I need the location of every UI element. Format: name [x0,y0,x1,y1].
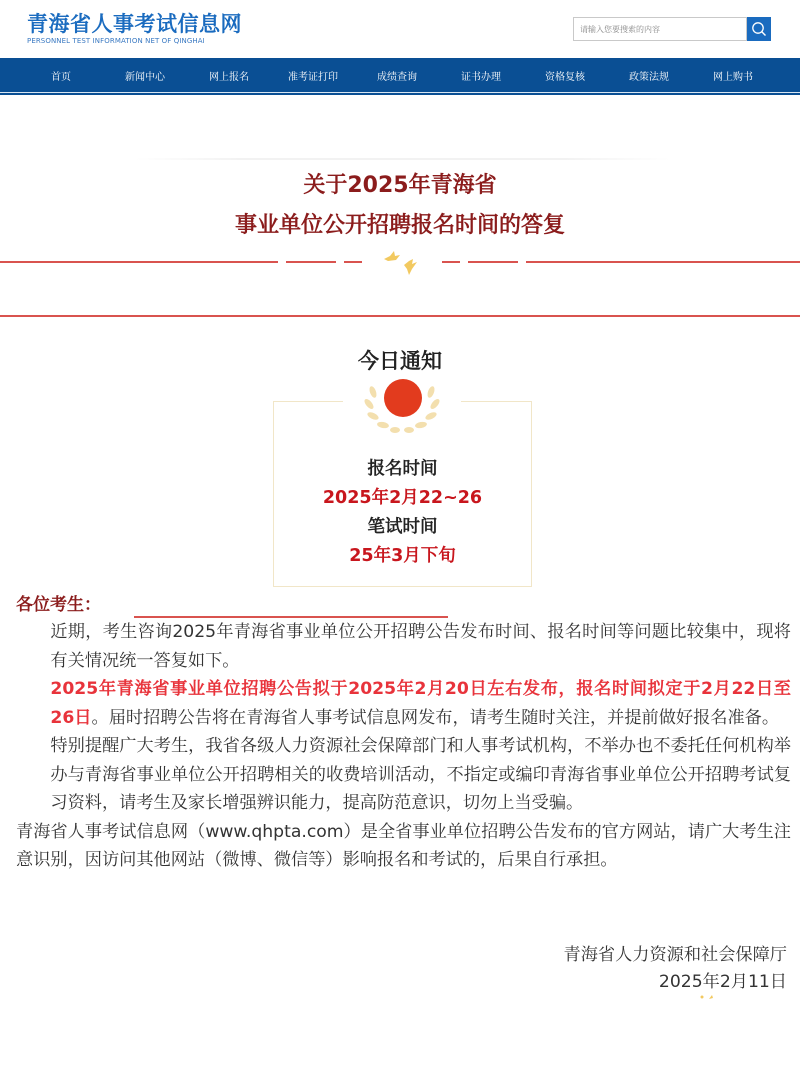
signature [564,942,787,996]
nav-item-home[interactable]: 首页 [51,71,71,83]
article-body [16,592,791,875]
article-title-line1: 关于2025年青海省 [303,173,497,198]
site-logo[interactable] [27,12,242,46]
notice-heading: 今日通知 [358,349,442,373]
paragraph-4: 青海省人事考试信息网（www.qhpta.com）是全省事业单位招聘公告发布的官方网站，请广大考生注意识别，因访问其他网站（微博、微信等）影响报名和考试的，后果自行承担。 [16,821,791,870]
nav-item-qualification-review[interactable]: 资格复核 [545,71,585,83]
nav-divider [0,92,800,93]
dove-icon [376,247,428,277]
notice-content [273,455,532,571]
paragraph-2-rest: 。届时招聘公告将在青海省人事考试信息网发布，请考生随时关注，并提前做好报名准备。 [91,707,780,728]
paragraph-3: 特别提醒广大考生，我省各级人力资源社会保障部门和人事考试机构，不举办也不委托任何机构举办与青海省事业单位公开招聘相关的收费培训活动，不指定或编印青海省事业单位公开招聘考试复习资料，请考生及家长增强辨识能力，提高防范意识，切勿上当受骗。 [50,736,791,813]
registration-label: 报名时间 [367,459,438,479]
search-bar [573,17,771,41]
main-nav [0,58,800,95]
site-title: 青海省人事考试信息网 [27,12,242,36]
nav-item-news[interactable]: 新闻中心 [125,71,165,83]
paragraph-1: 近期，考生咨询2025年青海省事业单位公开招聘公告发布时间、报名时间等问题比较集中，现将有关情况统一答复如下。 [50,622,791,671]
nav-item-score-query[interactable]: 成绩查询 [377,71,417,83]
title-top-divider [135,158,670,160]
nav-item-policies[interactable]: 政策法规 [629,71,669,83]
signature-org: 青海省人力资源和社会保障厅 [563,945,787,965]
nav-item-admission-ticket[interactable]: 准考证打印 [288,71,338,83]
greeting-underline [134,616,448,618]
greeting [16,592,791,618]
search-input[interactable] [573,17,747,41]
exam-label: 笔试时间 [367,517,438,537]
site-subtitle: PERSONNEL TEST INFORMATION NET OF QINGHAI [27,37,205,45]
signature-date: 2025年2月11日 [658,972,787,992]
dove-icon-small [697,993,717,1001]
nav-item-bookstore[interactable]: 网上购书 [713,71,753,83]
section-divider [0,315,800,317]
nav-item-online-registration[interactable]: 网上报名 [209,71,249,83]
article-title-line2: 事业单位公开招聘报名时间的答复 [234,213,565,238]
search-button[interactable] [747,17,771,41]
paragraph-2-highlight: 2025年青海省事业单位招聘公告拟于2025年2月20日左右发布，报名时间拟定于2月22日至26日 [50,679,791,728]
paragraph-2 [16,675,791,732]
search-icon [751,21,767,37]
site-header [0,0,800,58]
sun-icon [384,379,422,417]
exam-date: 25年3月下旬 [349,546,456,566]
nav-item-certificate[interactable]: 证书办理 [461,71,501,83]
registration-date: 2025年2月22~26 [322,488,483,508]
greeting-text: 各位考生： [16,595,101,615]
